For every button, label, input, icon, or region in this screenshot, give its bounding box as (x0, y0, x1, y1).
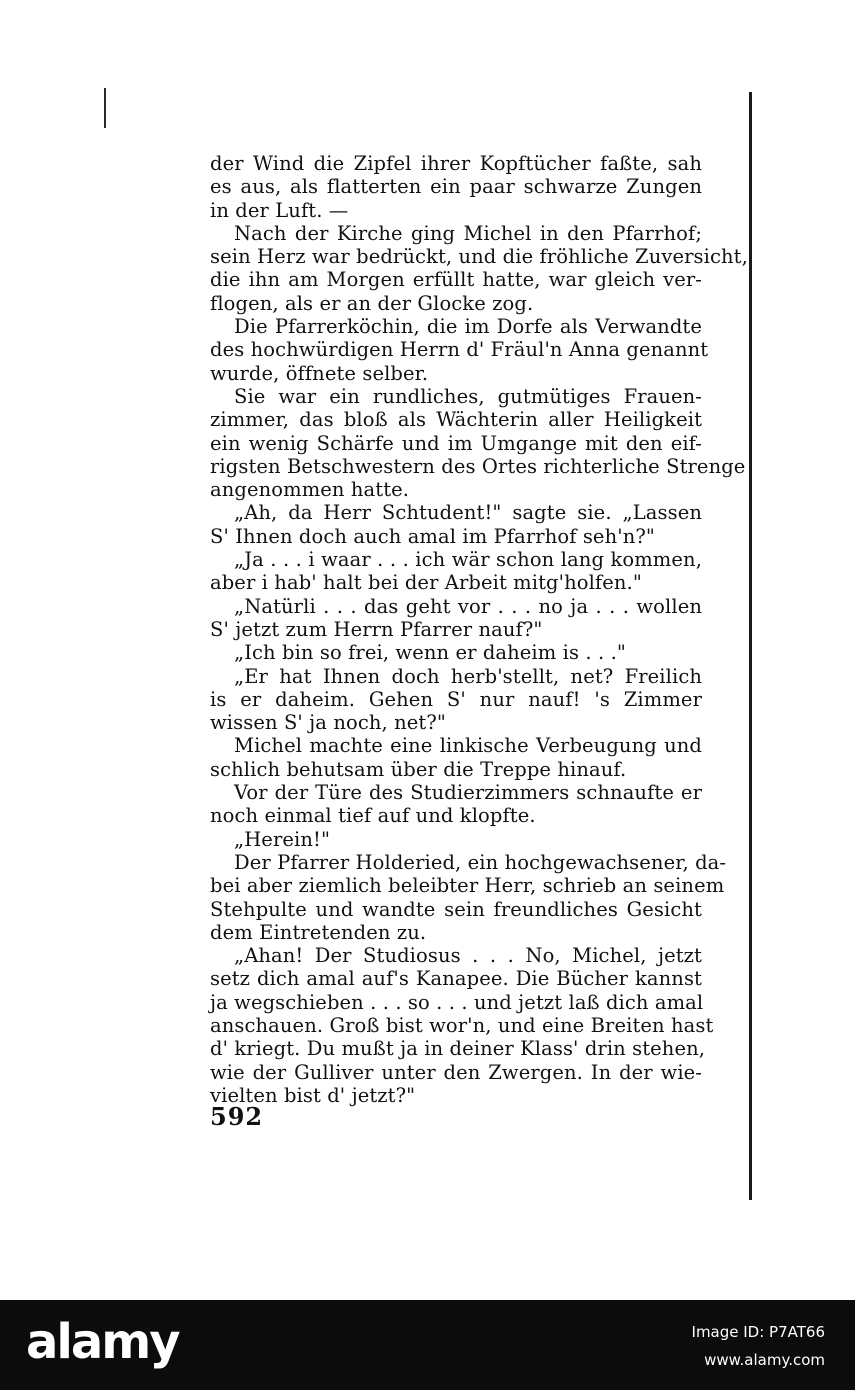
text-line: „Ich bin so frei, wenn er daheim is . . ." (234, 641, 626, 665)
text-line: noch einmal tief auf und klopfte. (210, 804, 536, 828)
text-line: Michel machte eine linkische Verbeugung und (234, 734, 702, 758)
text-line: des hochwürdigen Herrn d' Fräul'n Anna genannt (210, 338, 709, 362)
text-line: aber i hab' halt bei der Arbeit mitg'holfen." (210, 571, 642, 595)
text-line: S' jetzt zum Herrn Pfarrer nauf?" (210, 617, 543, 641)
source-url-label: www.alamy.com (704, 1351, 825, 1369)
text-line: in der Luft. — (210, 198, 349, 222)
text-line: „Herein!" (234, 827, 331, 851)
text-line: angenommen hatte. (210, 478, 410, 502)
watermark-banner (0, 1300, 855, 1390)
text-line: der Wind die Zipfel ihrer Kopftücher faßte, sah (210, 152, 702, 175)
text-line: Der Pfarrer Holderied, ein hochgewachsener, da- (234, 850, 727, 874)
text-line: „Er hat Ihnen doch herb'stellt, net? Freilich (234, 664, 702, 688)
text-line: die ihn am Morgen erfüllt hatte, war gleich ver- (210, 268, 702, 292)
text-line: Vor der Türe des Studierzimmers schnaufte er (234, 781, 702, 805)
text-line: wie der Gulliver unter den Zwergen. In der wie- (210, 1060, 702, 1084)
text-line: es aus, als flatterten ein paar schwarze Zungen (210, 175, 702, 199)
alamy-logo: alamy (26, 1314, 179, 1370)
left-margin-rule (104, 88, 106, 128)
text-line: „Ahan! Der Studiosus . . . No, Michel, jetzt (234, 944, 702, 968)
page-number: 592 (210, 1102, 264, 1131)
text-line: dem Eintretenden zu. (210, 920, 427, 944)
text-line: schlich behutsam über die Treppe hinauf. (210, 757, 627, 781)
text-line: Nach der Kirche ging Michel in den Pfarrhof; (234, 221, 702, 245)
text-line: Sie war ein rundliches, gutmütiges Frauen- (234, 384, 702, 408)
text-line: zimmer, das bloß als Wächterin aller Heiligkeit (210, 408, 702, 432)
text-line: setz dich amal auf's Kanapee. Die Bücher kannst (210, 967, 702, 991)
text-line: vielten bist d' jetzt?" (210, 1083, 416, 1107)
text-line: anschauen. Groß bist wor'n, und eine Breiten hast (210, 1013, 714, 1037)
text-line: Die Pfarrerköchin, die im Dorfe als Verwandte (234, 315, 702, 339)
text-line: Stehpulte und wandte sein freundliches Gesicht (210, 897, 702, 921)
text-line: „Ja . . . i waar . . . ich wär schon lang kommen, (234, 548, 702, 572)
text-line: „Ah, da Herr Schtudent!" sagte sie. „Lassen (234, 501, 702, 525)
body-text (210, 152, 748, 1107)
image-id-label: Image ID: P7AT66 (691, 1323, 825, 1341)
text-line: sein Herz war bedrückt, und die fröhliche Zuversicht, (210, 245, 748, 269)
text-line: ein wenig Schärfe und im Umgange mit den eif- (210, 431, 702, 455)
text-line: bei aber ziemlich beleibter Herr, schrieb an seinem (210, 874, 725, 898)
text-line: flogen, als er an der Glocke zog. (210, 291, 534, 315)
text-line: is er daheim. Gehen S' nur nauf! 's Zimmer (210, 687, 702, 711)
text-line: wissen S' ja noch, net?" (210, 711, 446, 735)
text-line: ja wegschieben . . . so . . . und jetzt laß dich amal (210, 990, 704, 1014)
text-line: rigsten Betschwestern des Ortes richterliche Strenge (210, 454, 746, 478)
text-line: S' Ihnen doch auch amal im Pfarrhof seh'n?" (210, 524, 655, 548)
text-line: d' kriegt. Du mußt ja in deiner Klass' drin stehen, (210, 1037, 706, 1061)
text-line: wurde, öffnete selber. (210, 361, 429, 385)
text-line: „Natürli . . . das geht vor . . . no ja . . . wollen (234, 594, 702, 618)
right-margin-rule (749, 92, 752, 1200)
